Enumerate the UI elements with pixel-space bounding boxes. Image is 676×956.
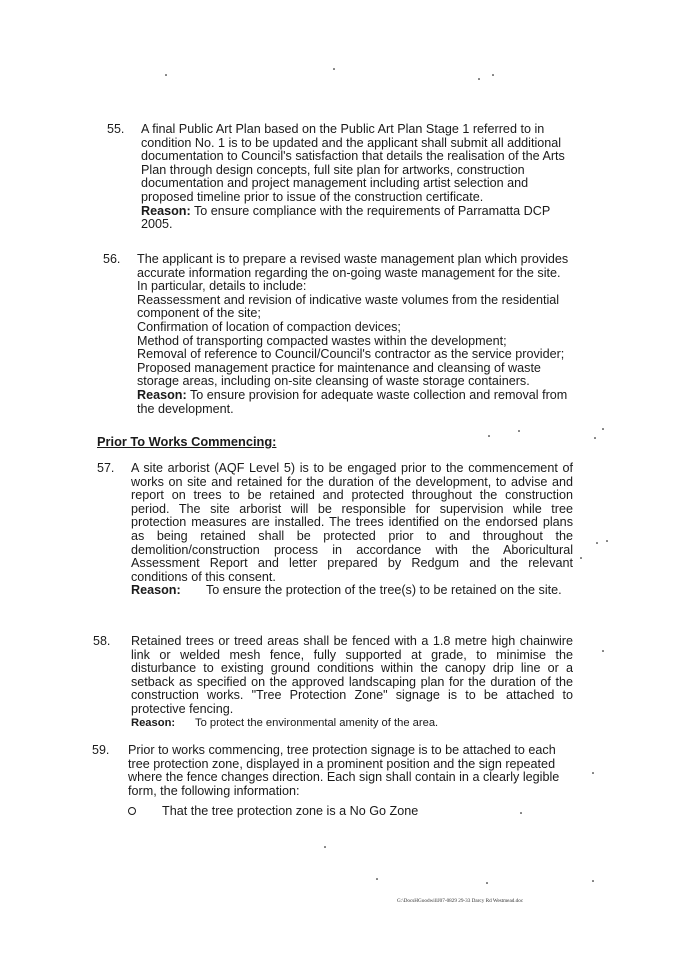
item-57-line-5: protection measures are installed. The trees identified on the endorsed plans: [131, 515, 573, 530]
scan-speck: [602, 650, 604, 652]
scan-speck: [333, 68, 335, 70]
item-56-line-1: The applicant is to prepare a revised waste management plan which provides: [137, 252, 569, 266]
scan-speck: [594, 437, 596, 439]
item-56-line-3: In particular, details to include:: [137, 279, 307, 294]
item-text-55: [141, 122, 565, 232]
item-56-line-2: accurate information regarding the on-going waste management for the site.: [137, 265, 561, 280]
item-57-reason-text: To ensure the protection of the tree(s) to be retained on the site.: [206, 583, 562, 598]
item-58-line-2: link or welded mesh fence, fully supported at grade, to minimise the: [131, 647, 573, 662]
item-number-59: 59.: [92, 743, 110, 757]
item-56-line-10: storage areas, including on-site cleansing of waste storage containers.: [137, 374, 530, 389]
item-number-58: 58.: [93, 634, 111, 648]
scan-speck: [488, 435, 490, 437]
scan-speck: [376, 878, 378, 880]
item-56-line-4: Reassessment and revision of indicative waste volumes from the residential: [137, 292, 560, 307]
item-57-line-7: demolition/construction process in accordance with the Aboricultural: [131, 542, 573, 557]
item-58-reason: [131, 717, 573, 731]
item-55-line-2: condition No. 1 is to be updated and the applicant shall submit all additional: [141, 135, 562, 150]
item-55-line-3: documentation to Council's satisfaction that details the realisation of the Arts: [141, 149, 565, 164]
item-55-reason-text-2: 2005.: [141, 217, 173, 232]
scan-speck: [602, 428, 604, 430]
scan-speck: [592, 772, 594, 774]
section-heading: Prior To Works Commencing:: [97, 434, 277, 449]
item-text-56: [137, 253, 573, 416]
item-number-56: 56.: [103, 252, 121, 266]
item-57-line-2: works on site and retained for the duration of the development, to advise and: [131, 474, 573, 489]
scan-speck: [596, 542, 598, 544]
item-57-reason-label: Reason:: [131, 583, 181, 598]
item-58-reason-label: Reason:: [131, 716, 176, 729]
item-59-line-4: form, the following information:: [128, 783, 300, 798]
item-59-line-3: where the fence changes direction. Each sign shall contain in a clearly legible: [128, 770, 560, 785]
scan-speck: [165, 74, 167, 76]
scan-speck: [606, 540, 608, 542]
item-58-line-4: setback as specified on the approved landscaping plan for the duration of the: [131, 674, 573, 689]
item-text-59: [128, 744, 574, 798]
bullet-icon: [128, 807, 136, 815]
item-58-line-3: disturbance to existing ground conditions within the canopy drip line or a: [131, 661, 573, 676]
scan-speck: [478, 78, 480, 80]
item-56-reason: [137, 389, 573, 403]
item-56-reason-text-2: the development.: [137, 401, 234, 416]
item-59-line-1: Prior to works commencing, tree protection signage is to be attached to each: [128, 743, 556, 757]
item-56-line-8: Removal of reference to Council/Council's contractor as the service provider;: [137, 347, 565, 362]
item-56-reason-label: Reason:: [137, 387, 187, 402]
scan-speck: [492, 74, 494, 76]
item-55-reason: [141, 205, 553, 219]
scan-speck: [324, 846, 326, 848]
scan-speck: [580, 557, 582, 559]
item-text-57: [131, 462, 573, 598]
item-55-line-6: proposed timeline prior to issue of the construction certificate.: [141, 189, 484, 204]
item-57-line-3: report on trees to be retained and protected throughout the construction: [131, 488, 573, 503]
item-59-line-2: tree protection zone, displayed in a prominent position and the sign repeated: [128, 756, 556, 771]
item-56-line-7: Method of transporting compacted wastes within the development;: [137, 333, 507, 348]
item-text-58: [131, 635, 573, 730]
item-55-line-4: Plan through design concepts, full site plan for artworks, construction: [141, 162, 525, 177]
item-58-line-6: protective fencing.: [131, 701, 234, 716]
item-number-57: 57.: [97, 461, 115, 475]
item-57-line-1: A site arborist (AQF Level 5) is to be engaged prior to the commencement of: [131, 461, 573, 475]
item-56-line-5: component of the site;: [137, 306, 261, 321]
item-57-line-6: as being retained shall be protected prior to and throughout the: [131, 528, 573, 543]
bullet-item: [128, 804, 418, 818]
item-56-line-9: Proposed management practice for maintenance and cleansing of waste: [137, 360, 541, 375]
item-55-line-1: A final Public Art Plan based on the Public Art Plan Stage 1 referred to in: [141, 122, 545, 136]
item-58-line-5: construction works. "Tree Protection Zone" signage is to be attached to: [131, 688, 573, 703]
item-57-line-4: period. The site arborist will be responsible for supervision while tree: [131, 501, 573, 516]
footer-file-path: G:\DocsHGoodwillJ07-0829 29-33 Darcy Rd Westmead.doc: [397, 898, 524, 904]
item-56-line-6: Confirmation of location of compaction devices;: [137, 319, 401, 334]
item-57-line-9: conditions of this consent.: [131, 569, 276, 584]
bullet-text: That the tree protection zone is a No Go Zone: [162, 804, 419, 818]
scan-speck: [486, 882, 488, 884]
item-58-reason-text: To protect the environmental amenity of the area.: [195, 716, 439, 729]
item-58-line-1: Retained trees or treed areas shall be fenced with a 1.8 metre high chainwire: [131, 634, 573, 648]
scan-speck: [518, 430, 520, 432]
item-57-reason: [131, 584, 573, 598]
item-55-reason-text-1: To ensure compliance with the requirements of Parramatta DCP: [190, 203, 551, 218]
item-55-reason-label: Reason:: [141, 203, 191, 218]
item-number-55: 55.: [107, 122, 125, 136]
item-55-line-5: documentation and project management including artist selection and: [141, 176, 529, 191]
scan-speck: [520, 812, 522, 814]
item-57-line-8: Assessment Report and letter prepared by Redgum and the relevant: [131, 556, 573, 571]
item-56-reason-text-1: To ensure provision for adequate waste collection and removal from: [186, 387, 568, 402]
scan-speck: [592, 880, 594, 882]
